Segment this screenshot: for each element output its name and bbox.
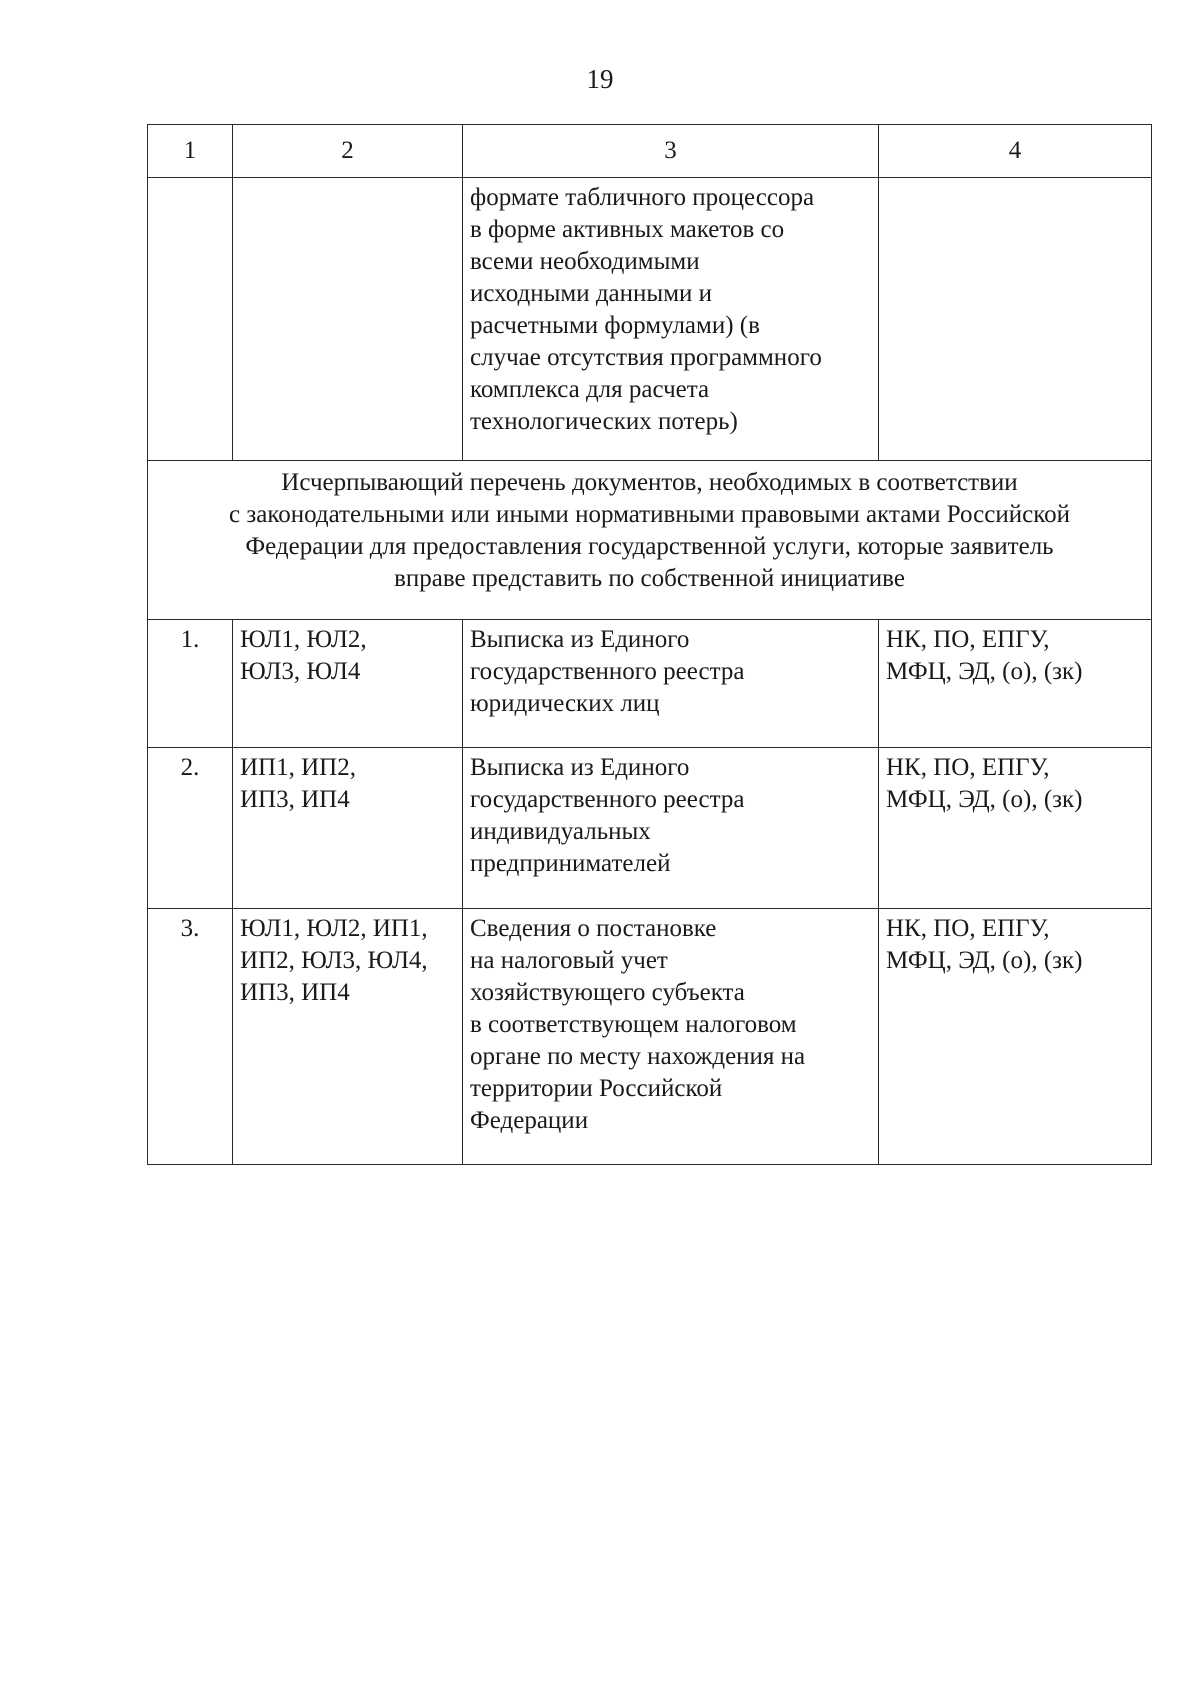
continuation-row [148, 178, 1152, 461]
text-line: государственного реестра [470, 786, 745, 813]
text-line: органе по месту нахождения на [470, 1043, 806, 1070]
text-line: предпринимателей [470, 850, 671, 877]
text-line: территории Российской [470, 1075, 723, 1102]
heading-line: вправе представить по собственной инициативе [394, 565, 905, 592]
continuation-col-4 [879, 178, 1152, 461]
row-applicants [233, 909, 463, 1165]
documents-table [147, 124, 1152, 1165]
text-line: в соответствующем налоговом [470, 1011, 797, 1038]
text-line: комплекса для расчета [470, 376, 710, 403]
continuation-text [463, 178, 879, 461]
section-heading [148, 461, 1152, 620]
text-line: МФЦ, ЭД, (о), (зк) [886, 786, 1083, 813]
row-number: 2. [148, 748, 233, 909]
text-line: ЮЛ3, ЮЛ4 [240, 658, 361, 685]
header-col-2: 2 [233, 125, 463, 178]
heading-line: Федерации для предоставления государственной услуги, которые заявитель [245, 533, 1054, 560]
text-line: НК, ПО, ЕПГУ, [886, 915, 1050, 942]
text-line: ИП3, ИП4 [240, 786, 350, 813]
text-line: государственного реестра [470, 658, 745, 685]
table-row [148, 620, 1152, 748]
text-line: случае отсутствия программного [470, 344, 822, 371]
header-col-3: 3 [463, 125, 879, 178]
text-line: формате табличного процессора [470, 184, 815, 211]
text-line: всеми необходимыми [470, 248, 700, 275]
header-col-4: 4 [879, 125, 1152, 178]
text-line: юридических лиц [470, 690, 660, 717]
text-line: индивидуальных [470, 818, 651, 845]
row-document [463, 909, 879, 1165]
continuation-col-1 [148, 178, 233, 461]
row-number: 1. [148, 620, 233, 748]
text-line: НК, ПО, ЕПГУ, [886, 626, 1050, 653]
table-header-row [148, 125, 1152, 178]
text-line: Выписка из Единого [470, 626, 690, 653]
row-sources [879, 620, 1152, 748]
header-col-1: 1 [148, 125, 233, 178]
text-line: ИП2, ЮЛ3, ЮЛ4, [240, 947, 428, 974]
text-line: расчетными формулами) (в [470, 312, 760, 339]
text-line: ЮЛ1, ЮЛ2, ИП1, [240, 915, 428, 942]
text-line: Выписка из Единого [470, 754, 690, 781]
continuation-col-2 [233, 178, 463, 461]
row-applicants [233, 620, 463, 748]
heading-line: Исчерпывающий перечень документов, необходимых в соответствии [281, 469, 1018, 496]
text-line: ИП1, ИП2, [240, 754, 356, 781]
row-sources [879, 909, 1152, 1165]
row-applicants [233, 748, 463, 909]
text-line: ЮЛ1, ЮЛ2, [240, 626, 367, 653]
heading-line: с законодательными или иными нормативными правовыми актами Российской [229, 501, 1070, 528]
text-line: Федерации [470, 1107, 589, 1134]
text-line: НК, ПО, ЕПГУ, [886, 754, 1050, 781]
row-document [463, 620, 879, 748]
row-document [463, 748, 879, 909]
page-number: 19 [586, 64, 614, 94]
text-line: ИП3, ИП4 [240, 979, 350, 1006]
text-line: на налоговый учет [470, 947, 668, 974]
text-line: в форме активных макетов со [470, 216, 785, 243]
text-line: Сведения о постановке [470, 915, 717, 942]
text-line: исходными данными и [470, 280, 713, 307]
text-line: МФЦ, ЭД, (о), (зк) [886, 658, 1083, 685]
text-line: технологических потерь) [470, 408, 738, 435]
table-row [148, 909, 1152, 1165]
row-sources [879, 748, 1152, 909]
text-line: хозяйствующего субъекта [470, 979, 745, 1006]
row-number: 3. [148, 909, 233, 1165]
section-heading-row [148, 461, 1152, 620]
table-row [148, 748, 1152, 909]
text-line: МФЦ, ЭД, (о), (зк) [886, 947, 1083, 974]
